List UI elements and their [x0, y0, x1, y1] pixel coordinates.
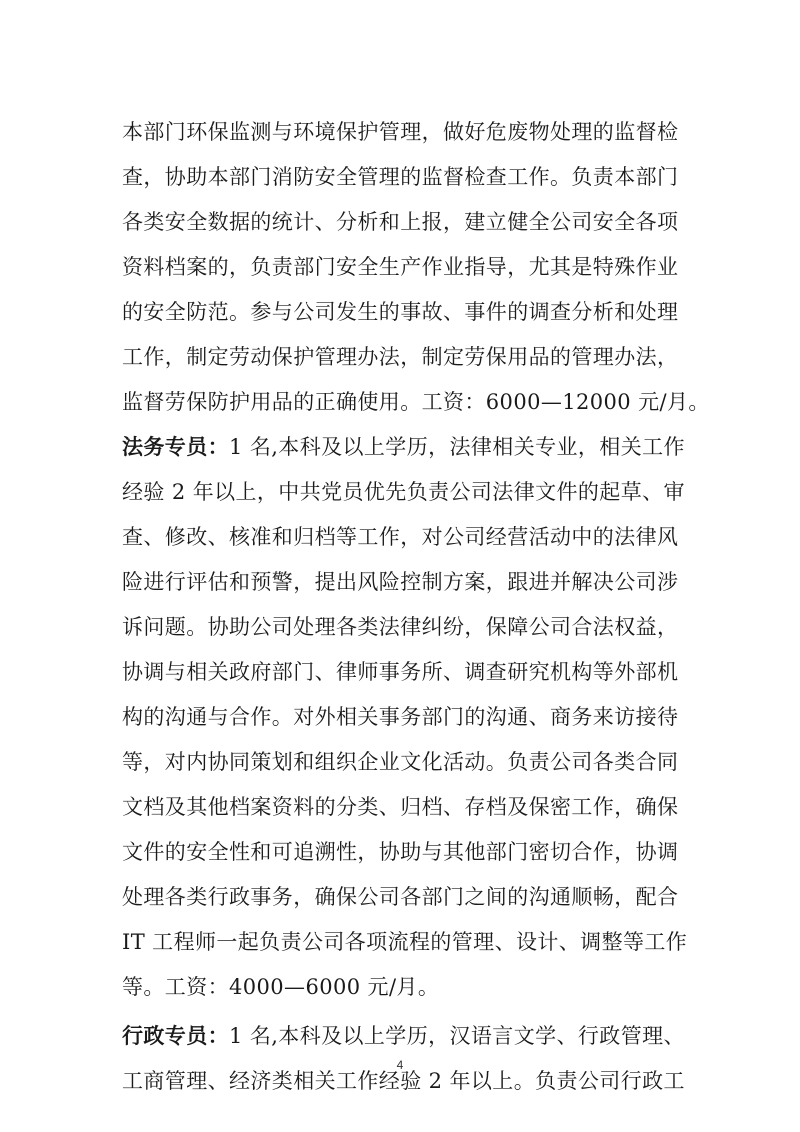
- text-line: 险进行评估和预警，提出风险控制方案，跟进并解决公司涉: [122, 570, 679, 594]
- paragraph-safety-duties: [122, 110, 710, 425]
- text-line: 文档及其他档案资料的分类、归档、存档及保密工作，确保: [122, 795, 679, 819]
- text-line: 的安全防范。参与公司发生的事故、事件的调查分析和处理: [122, 300, 679, 324]
- paragraph-legal-specialist: [122, 425, 688, 1010]
- page-number: 4: [396, 1058, 404, 1072]
- text-line: 诉问题。协助公司处理各类法律纠纷，保障公司合法权益，: [122, 615, 679, 639]
- text-line: 经验 2 年以上，中共党员优先负责公司法律文件的起草、审: [122, 480, 685, 504]
- heading-line-text: 1 名,本科及以上学历，汉语言文学、行政管理、: [229, 1024, 685, 1048]
- document-body: [122, 110, 710, 1104]
- text-line: 查，协助本部门消防安全管理的监督检查工作。负责本部门: [122, 165, 679, 189]
- text-line: [122, 425, 684, 470]
- text-line: [122, 1014, 684, 1059]
- heading-line-text: 1 名,本科及以上学历，法律相关专业，相关工作: [229, 435, 685, 459]
- text-line: 构的沟通与合作。对外相关事务部门的沟通、商务来访接待: [122, 705, 679, 729]
- text-line: 查、修改、核准和归档等工作，对公司经营活动中的法律风: [122, 525, 679, 549]
- text-line: 本部门环保监测与环境保护管理，做好危废物处理的监督检: [122, 120, 679, 144]
- text-line: 监督劳保防护用品的正确使用。工资：6000—12000 元/月。: [122, 390, 710, 414]
- text-line: 等，对内协同策划和组织企业文化活动。负责公司各类合同: [122, 750, 679, 774]
- text-line: 资料档案的，负责部门安全生产作业指导，尤其是特殊作业: [122, 255, 679, 279]
- text-line: 等。工资：4000—6000 元/月。: [122, 975, 440, 999]
- text-line: 工商管理、经济类相关工作经验 2 年以上。负责公司行政工: [122, 1069, 685, 1093]
- section-heading: 法务专员：: [122, 435, 229, 459]
- text-line: 协调与相关政府部门、律师事务所、调查研究机构等外部机: [122, 660, 679, 684]
- text-line: 各类安全数据的统计、分析和上报，建立健全公司安全各项: [122, 210, 679, 234]
- text-line: 工作，制定劳动保护管理办法，制定劳保用品的管理办法，: [122, 345, 679, 369]
- text-line: IT 工程师一起负责公司各项流程的管理、设计、调整等工作: [122, 930, 688, 954]
- section-heading: 行政专员：: [122, 1024, 229, 1048]
- text-line: 文件的安全性和可追溯性，协助与其他部门密切合作，协调: [122, 840, 679, 864]
- text-line: 处理各类行政事务，确保公司各部门之间的沟通顺畅，配合: [122, 885, 679, 909]
